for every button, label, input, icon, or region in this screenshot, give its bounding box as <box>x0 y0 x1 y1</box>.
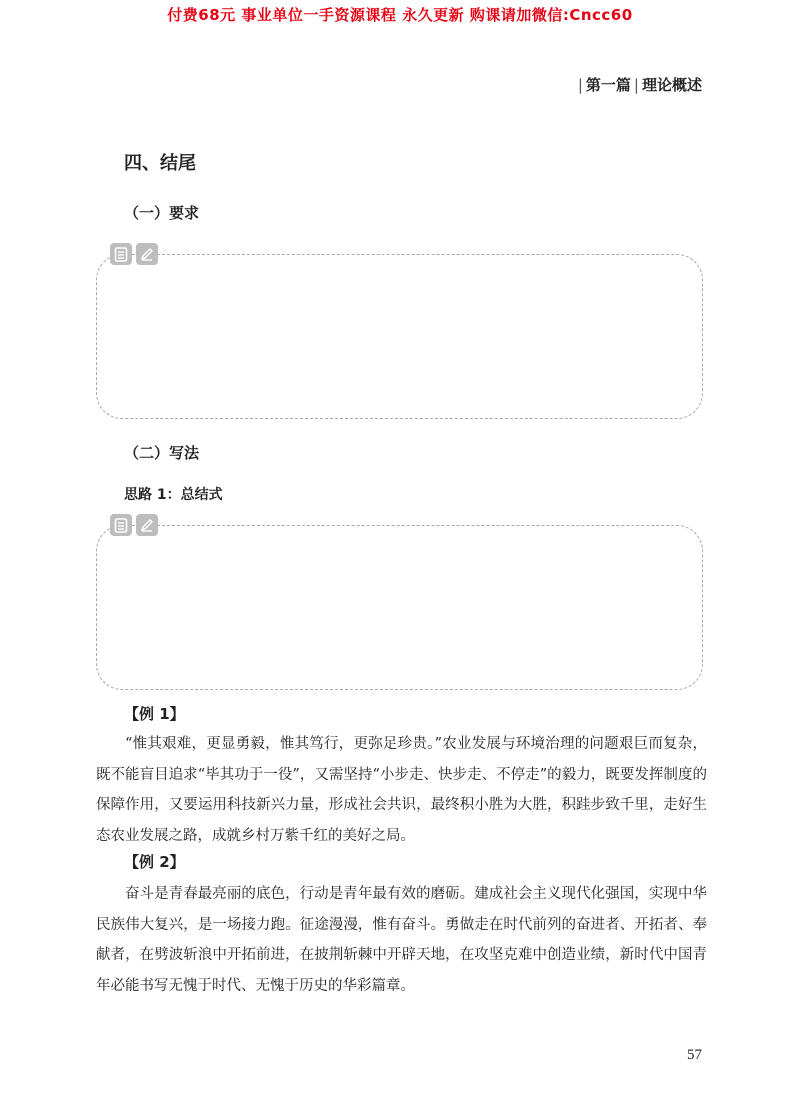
subsection-methods: （二）写法 <box>124 444 200 462</box>
notebook-icon <box>110 243 132 265</box>
idea-heading: 思路 1：总结式 <box>124 487 223 503</box>
header-divider: | <box>577 76 583 94</box>
page-number: 57 <box>687 1047 702 1063</box>
example-1-label: 【例 1】 <box>124 705 185 723</box>
subsection-requirements: （一）要求 <box>124 204 200 222</box>
section-title: 四、结尾 <box>124 153 196 174</box>
note-icons <box>110 514 158 536</box>
promo-banner: 付费68元 事业单位一手资源课程 永久更新 购课请加微信:Cncc60 <box>167 6 633 24</box>
note-box-requirements[interactable] <box>96 254 703 419</box>
header-part: 第一篇 <box>585 76 631 94</box>
note-icons <box>110 243 158 265</box>
running-header <box>575 74 702 95</box>
example-2-label: 【例 2】 <box>124 853 185 871</box>
example-2-text: 奋斗是青春最亮丽的底色，行动是青年最有效的磨砺。建成社会主义现代化强国，实现中华民族伟大复兴，是一场接力跑。征途漫漫，惟有奋斗。勇做走在时代前列的奋进者、开拓者、奉献者，在劈波斩浪中开拓前进，在披荆斩棘中开辟天地，在攻坚克难中创造业绩，新时代中国青年必能书写无愧于时代、无愧于历史的华彩篇章。 <box>96 886 707 994</box>
header-divider: | <box>633 76 639 94</box>
pencil-icon <box>136 243 158 265</box>
example-1-text: “惟其艰难，更显勇毅，惟其笃行，更弥足珍贵。”农业发展与环境治理的问题艰巨而复杂，既不能盲目追求“毕其功于一役”，又需坚持“小步走、快步走、不停走”的毅力，既要发挥制度的保障作用，又要运用科技新兴力量，形成社会共识，最终积小胜为大胜，积跬步致千里，走好生态农业发展之路，成就乡村万紫千红的美好之局。 <box>96 736 707 844</box>
notebook-icon <box>110 514 132 536</box>
pencil-icon <box>136 514 158 536</box>
header-title: 理论概述 <box>641 76 702 94</box>
note-box-method[interactable] <box>96 525 703 690</box>
